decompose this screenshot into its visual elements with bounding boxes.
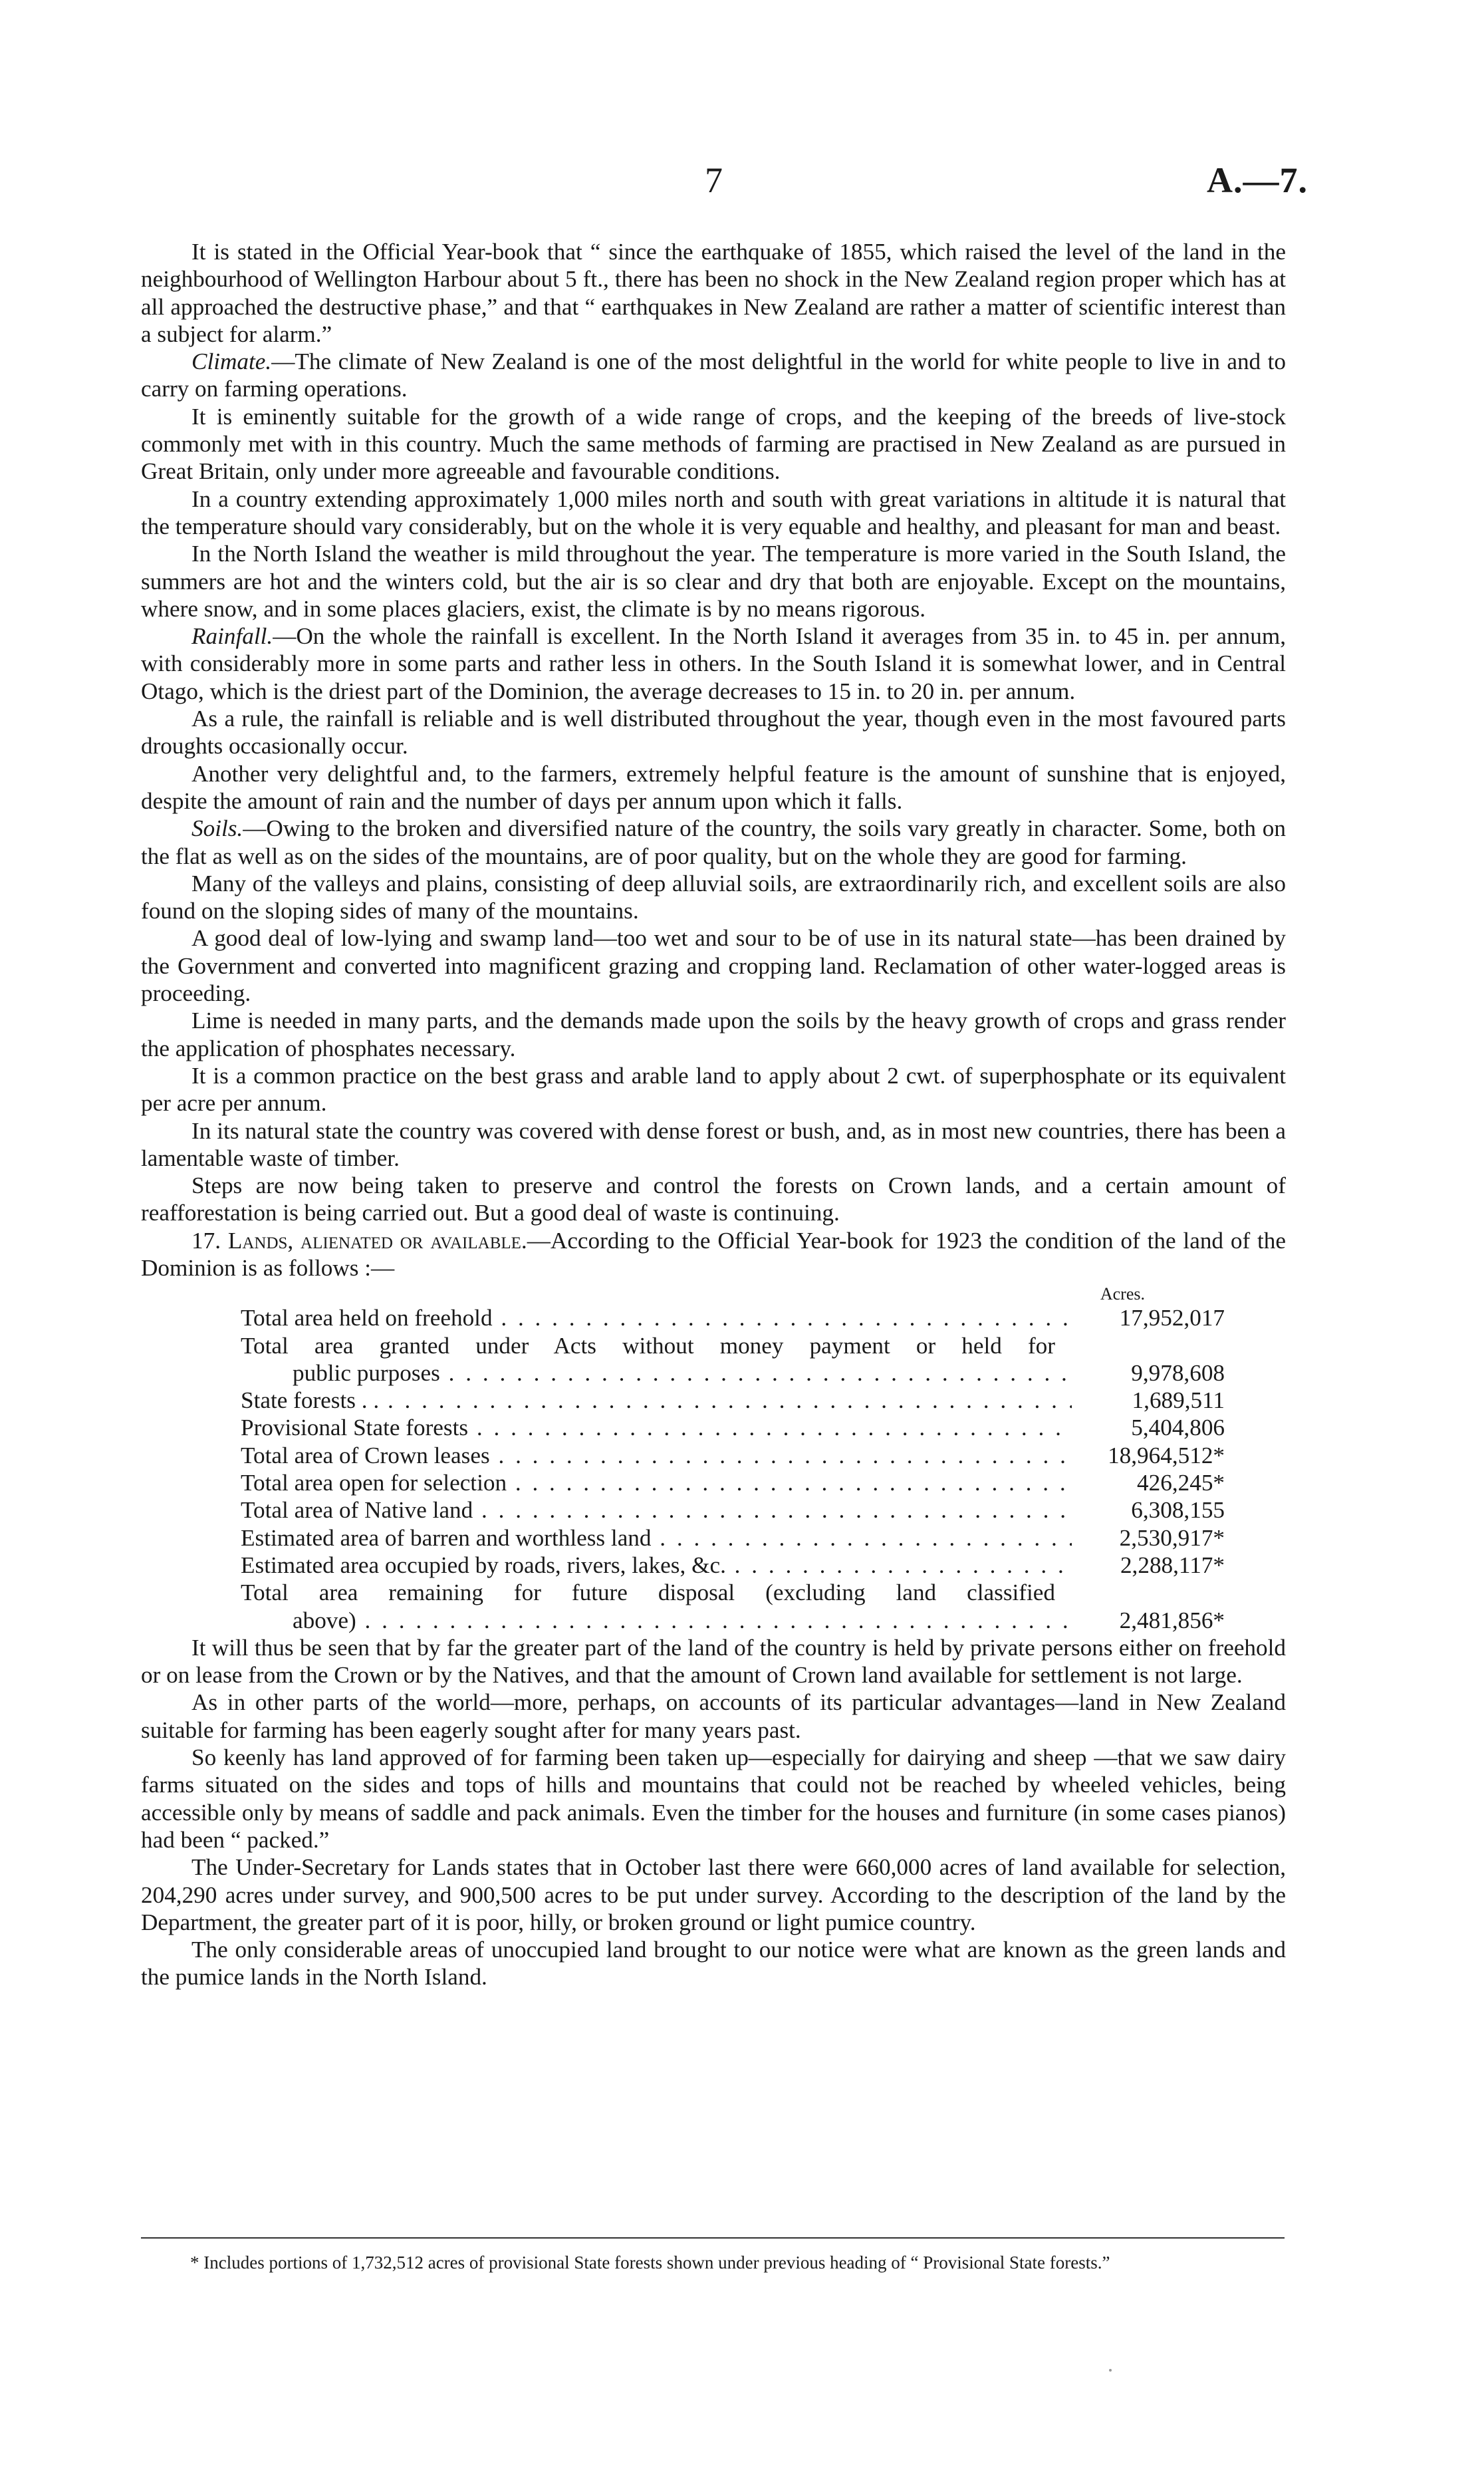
section-lead-rainfall: Rainfall. xyxy=(191,623,273,650)
lands-table xyxy=(241,1284,1225,1634)
table-row: Provisional State forests . . 5,404,806 xyxy=(241,1414,1225,1441)
paragraph-private-ownership: It will thus be seen that by far the greater part of the land of the country is held by private persons either on freehold or on lease from the Crown or by the Natives, and that the amount of Crown land available for settlement is not large. xyxy=(141,1634,1286,1689)
section-heading: Lands, alienated or available. xyxy=(227,1227,527,1254)
paragraph-section-17: 17. Lands, alienated or available.—According to the Official Year-book for 1923 the condition of the land of the Dominion is as follows :— xyxy=(141,1227,1287,1281)
page-number: 7 xyxy=(705,160,723,200)
paragraph-sunshine: Another very delightful and, to the farmers, extremely helpful feature is the amount of sunshine that is enjoyed, despite the amount of rain and the number of days per annum upon which it falls. xyxy=(141,760,1286,814)
page-header xyxy=(0,160,1484,213)
table-row: Total area open for selection . . 426,245* xyxy=(241,1469,1225,1496)
table-row: Estimated area of barren and worthless land . . 2,530,917* xyxy=(241,1524,1225,1552)
table-row: Total area held on freehold . . 17,952,017 xyxy=(241,1304,1225,1331)
paragraph-soils: Soils.—Owing to the broken and diversified nature of the country, the soils vary greatly in character. Some, both on the flat as well as on the sides of the mountains, are of poor quality, but on the whole they are good for farming. xyxy=(141,815,1286,869)
paragraph-dairy-farms: So keenly has land approved of for farming been taken up—especially for dairying and sheep —that we saw dairy farms situated on the sides and tops of hills and mountains that could not be reached by wheeled vehicles, being accessible only by means of saddle and pack animals. Even the timber for the houses and furniture (in some cases pianos) had been “ packed.” xyxy=(141,1744,1286,1853)
paragraph-weather: In the North Island the weather is mild throughout the year. The temperature is more varied in the South Island, the summers are hot and the winters cold, but the air is so clear and dry that both are enjoyable. Except on the mountains, where snow, and in some places glaciers, exist, the climate is by no means rigorous. xyxy=(141,541,1286,622)
paragraph-under-secretary: The Under-Secretary for Lands states that in October last there were 660,000 acres of land available for selection, 204,290 acres under survey, and 900,500 acres to be put under survey. According to the description of the land by the Department, the greater part of it is poor, hilly, or broken ground or light pumice country. xyxy=(141,1854,1286,1935)
table-row: Total area of Crown leases . . 18,964,512* xyxy=(241,1442,1225,1469)
acres-column-header: Acres. xyxy=(1100,1284,1145,1304)
paragraph-forest: In its natural state the country was covered with dense forest or bush, and, as in most new countries, there has been a lamentable waste of timber. xyxy=(141,1117,1286,1171)
section-lead-soils: Soils. xyxy=(191,815,243,842)
footnote: * Includes portions of 1,732,512 acres of provisional State forests shown under previous heading of “ Provisional State forests.” xyxy=(190,2253,1110,2272)
paragraph-earthquake: It is stated in the Official Year-book that “ since the earthquake of 1855, which raised the level of the land in the neighbourhood of Wellington Harbour about 5 ft., there has been no shock in the New Zealand region proper which has at all approached the destructive phase,” and that “ earthquakes in New Zealand are rather a matter of scientific interest than a subject for alarm.” xyxy=(141,239,1286,347)
paragraph-rainfall: Rainfall.—On the whole the rainfall is excellent. In the North Island it averages from 35 in. to 45 in. per annum, with considerably more in some parts and rather less in others. In the South Island it is somewhat lower, and in Central Otago, which is the driest part of the Dominion, the average decreases to 15 in. to 20 in. per annum. xyxy=(141,623,1286,704)
paragraph-superphosphate: It is a common practice on the best grass and arable land to apply about 2 cwt. of superphosphate or its equivalent per acre per annum. xyxy=(141,1062,1286,1117)
section-number: 17. xyxy=(191,1227,221,1254)
table-row: Total area of Native land . . 6,308,155 xyxy=(241,1496,1225,1524)
paragraph-swamp-land: A good deal of low-lying and swamp land—too wet and sour to be of use in its natural state—has been drained by the Government and converted into magnificent grazing and cropping land. Reclamation of other water-logged areas is proceeding. xyxy=(141,925,1286,1007)
paragraph-reafforestation: Steps are now being taken to preserve and control the forests on Crown lands, and a certain amount of reafforestation is being carried out. But a good deal of waste is continuing. xyxy=(141,1172,1286,1226)
table-row-continued: above) . . 2,481,856* xyxy=(241,1607,1225,1634)
table-row-continued: public purposes . . 9,978,608 xyxy=(241,1359,1225,1387)
paragraph-lime: Lime is needed in many parts, and the demands made upon the soils by the heavy growth of crops and grass render the application of phosphates necessary. xyxy=(141,1008,1286,1061)
paragraph-crops: It is eminently suitable for the growth of a wide range of crops, and the keeping of the breeds of live-stock commonly met with in this country. Much the same methods of farming are practised in New Zealand as are pursued in Great Britain, only under more agreeable and favourable conditions. xyxy=(141,403,1286,485)
body-text xyxy=(141,238,1286,1991)
paragraph-rainfall-reliable: As a rule, the rainfall is reliable and is well distributed throughout the year, though even in the most favoured parts droughts occasionally occur. xyxy=(141,706,1286,759)
paragraph-temperature: In a country extending approximately 1,000 miles north and south with great variations in altitude it is natural that the temperature should vary considerably, but on the whole it is very equable and healthy, and pleasant for man and beast. xyxy=(141,485,1286,539)
paragraph-unoccupied-land: The only considerable areas of unoccupied land brought to our notice were what are known as the green lands and the pumice lands in the North Island. xyxy=(141,1937,1286,1991)
paragraph-climate: Climate.—The climate of New Zealand is one of the most delightful in the world for white people to live in and to carry on farming operations. xyxy=(141,348,1286,402)
paragraph-land-demand: As in other parts of the world—more, perhaps, on accounts of its particular advantages—land in New Zealand suitable for farming has been eagerly sought after for many years past. xyxy=(141,1689,1286,1743)
table-row: Estimated area occupied by roads, rivers, lakes, &c. . . 2,288,117* xyxy=(241,1552,1225,1579)
table-row: State forests . . . . 1,689,511 xyxy=(241,1387,1225,1414)
footnote-divider xyxy=(141,2237,1285,2239)
paragraph-valleys: Many of the valleys and plains, consisting of deep alluvial soils, are extraordinarily rich, and excellent soils are also found on the sloping sides of many of the mountains. xyxy=(141,870,1286,924)
table-row: Total area granted under Acts without money payment or held for xyxy=(241,1332,1055,1359)
table-row: Total area remaining for future disposal (excluding land classified xyxy=(241,1580,1055,1606)
print-speck xyxy=(1109,2369,1112,2372)
section-lead-climate: Climate. xyxy=(191,348,272,375)
document-reference: A.—7. xyxy=(1207,160,1308,200)
